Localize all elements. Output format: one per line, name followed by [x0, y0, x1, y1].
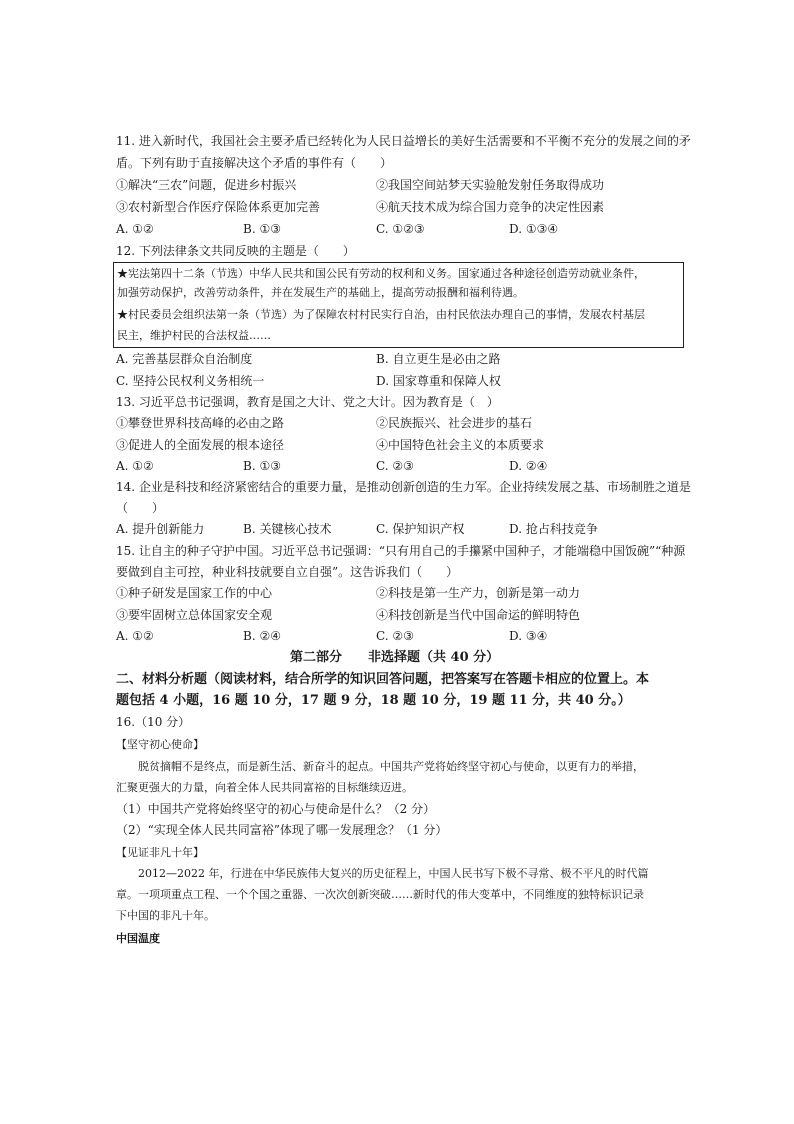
q11-option-a: A. ①② — [116, 222, 154, 236]
q15-item1: ①种子研发是国家工作的中心 — [116, 586, 273, 600]
q12-box-line4: 民主，维护村民的合法权益…… — [117, 329, 271, 342]
q16-para2-line2: 章。一项项重点工程、一个个国之重器、一次次创新突破……新时代的伟大变革中，不同维度的独特标识记录 — [116, 888, 644, 901]
q11-item4: ④航天技术成为综合国力竞争的决定性因素 — [376, 200, 605, 214]
section2-line1: 二、材料分析题（阅读材料，结合所学的知识回答问题，把答案写在答题卡相应的位置上。本 — [116, 672, 650, 687]
q12-box-line2: 加强劳动保护，改善劳动条件，并在发展生产的基础上，提高劳动报酬和福利待遇。 — [117, 286, 524, 299]
q13-item3: ③促进人的全面发展的根本途径 — [116, 438, 285, 452]
q12-box-line3: ★村民委员会组织法第一条（节选）为了保障农村村民实行自治，由村民依法办理自己的事情，发展农村基层 — [117, 308, 645, 321]
q16-subheading: 中国温度 — [116, 932, 160, 945]
q13-option-a: A. ①② — [116, 459, 154, 473]
q15-option-d: D. ③④ — [509, 629, 548, 643]
q14-option-d: D. 抢占科技竞争 — [509, 522, 598, 536]
q16-para1-line1: 脱贫摘帽不是终点，而是新生活、新奋斗的起点。中国共产党将始终坚守初心与使命，以更有力的举措， — [138, 760, 644, 773]
q11-option-c: C. ①②③ — [376, 222, 425, 236]
q16-subquestion-2: （2）“实现全体人民共同富裕”体现了哪一发展理念？（1 分） — [116, 823, 448, 837]
q11-stem-line1: 11. 进入新时代，我国社会主要矛盾已经转化为人民日益增长的美好生活需要和不平衡不充分的发展之间的矛 — [116, 134, 691, 148]
q12-option-b: B. 自立更生是必由之路 — [376, 352, 501, 366]
q15-stem-line1: 15. 让自主的种子守护中国。习近平总书记强调：“只有用自己的手攥紧中国种子，才能端稳中国饭碗”“种源 — [116, 544, 686, 558]
q16-subquestion-1: （1）中国共产党将始终坚守的初心与使命是什么？（2 分） — [116, 802, 436, 816]
q15-option-b: B. ②④ — [243, 629, 281, 643]
q11-option-d: D. ①③④ — [509, 222, 559, 236]
q13-item1: ①攀登世界科技高峰的必由之路 — [116, 416, 285, 430]
q14-option-a: A. 提升创新能力 — [116, 522, 205, 536]
q15-option-c: C. ②③ — [376, 629, 414, 643]
q11-item2: ②我国空间站梦天实验舱发射任务取得成功 — [376, 178, 605, 192]
q14-stem-line2: （ ） — [116, 501, 165, 515]
q11-stem-line2: 盾。下列有助于直接解决这个矛盾的事件有（ ） — [116, 156, 393, 170]
part2-title: 第二部分 非选择题（共 40 分） — [290, 650, 500, 665]
q15-stem-line2: 要做到自主可控，种业科技就要自立自强”。这告诉我们（ ） — [116, 565, 459, 579]
q12-box-line1: ★宪法第四十二条（节选）中华人民共和国公民有劳动的权利和义务。国家通过各种途径创造劳动就业条件， — [117, 267, 645, 280]
q12-option-a: A. 完善基层群众自治制度 — [116, 352, 253, 366]
q16-para2-line3: 下中国的非凡十年。 — [116, 909, 215, 922]
q16-heading-1: 【坚守初心使命】 — [116, 738, 204, 751]
q13-item4: ④中国特色社会主义的本质要求 — [376, 438, 545, 452]
q14-option-b: B. 关键核心技术 — [243, 522, 332, 536]
q11-option-b: B. ①③ — [243, 222, 281, 236]
q13-stem: 13. 习近平总书记强调，教育是国之大计、党之大计。因为教育是（ ） — [116, 395, 499, 409]
q14-stem-line1: 14. 企业是科技和经济紧密结合的重要力量，是推动创新创造的生力军。企业持续发展之基、市场制胜之道是 — [116, 480, 691, 494]
q13-option-c: C. ②③ — [376, 459, 414, 473]
q15-item4: ④科技创新是当代中国命运的鲜明特色 — [376, 608, 581, 622]
q11-item1: ①解决“三农”问题，促进乡村振兴 — [116, 178, 297, 192]
q11-item3: ③农村新型合作医疗保险体系更加完善 — [116, 200, 321, 214]
q16-number: 16.（10 分） — [116, 715, 191, 729]
q16-para2-line1: 2012—2022 年，行进在中华民族伟大复兴的历史征程上，中国人民书写下极不寻常、极不平凡的时代篇 — [138, 867, 649, 880]
section2-line2: 题包括 4 小题，16 题 10 分，17 题 9 分，18 题 10 分，19 题 11 分，共 40 分。） — [116, 693, 631, 708]
q16-para1-line2: 汇聚更强大的力量，向着全体人民共同富裕的目标继续迈进。 — [116, 781, 413, 794]
q13-item2: ②民族振兴、社会进步的基石 — [376, 416, 533, 430]
q12-stem: 12. 下列法律条文共同反映的主题是（ ） — [116, 244, 355, 258]
q13-option-b: B. ①③ — [243, 459, 281, 473]
q14-option-c: C. 保护知识产权 — [376, 522, 465, 536]
q13-option-d: D. ②④ — [509, 459, 548, 473]
q15-item3: ③要牢固树立总体国家安全观 — [116, 608, 273, 622]
q12-option-d: D. 国家尊重和保障人权 — [376, 374, 501, 388]
q15-option-a: A. ①② — [116, 629, 154, 643]
q12-option-c: C. 坚持公民权利义务相统一 — [116, 374, 265, 388]
q15-item2: ②科技是第一生产力，创新是第一动力 — [376, 586, 581, 600]
q16-heading-2: 【见证非凡十年】 — [116, 846, 204, 859]
